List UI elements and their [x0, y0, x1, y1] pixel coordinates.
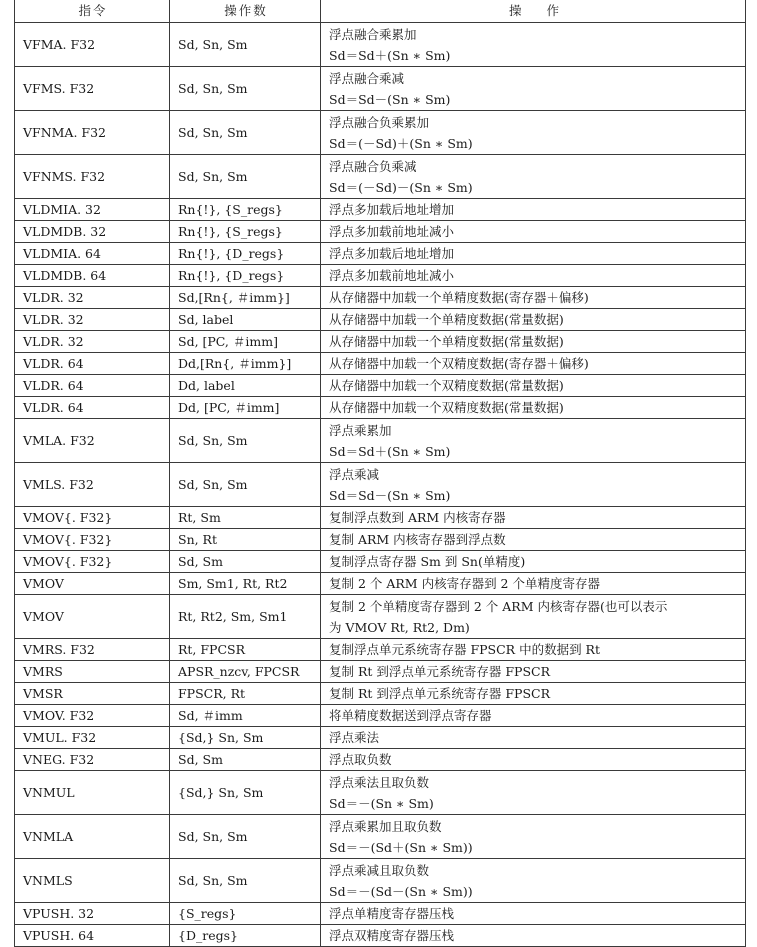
table-row — [15, 463, 746, 507]
instruction-cell: VNMLA — [15, 815, 170, 859]
instruction-cell: VNEG. F32 — [15, 749, 170, 771]
table-header — [15, 0, 746, 23]
operation-line: 从存储器中加载一个双精度数据(常量数据) — [329, 378, 564, 393]
operands-cell: Rn{!}, {S_regs} — [170, 199, 321, 221]
table-row — [15, 595, 746, 639]
operation-line: 浮点乘减 — [329, 466, 380, 482]
operands-cell: Sd, Sn, Sm — [170, 111, 321, 155]
instruction-cell: VMOV. F32 — [15, 705, 170, 727]
operation-cell — [321, 683, 746, 705]
instruction-cell: VLDR. 32 — [15, 309, 170, 331]
table-row — [15, 573, 746, 595]
operation-cell — [321, 23, 746, 67]
operation-cell — [321, 265, 746, 287]
operation-cell — [321, 727, 746, 749]
operation-line: 浮点乘累加且取负数 — [329, 818, 442, 834]
operation-line: 从存储器中加载一个单精度数据(常量数据) — [329, 334, 564, 349]
operation-line: Sd＝－(Sd－(Sn ∗ Sm)) — [329, 883, 473, 899]
operation-line: 浮点双精度寄存器压栈 — [329, 928, 455, 943]
table-row — [15, 507, 746, 529]
operation-cell — [321, 199, 746, 221]
operands-cell: Dd,[Rn{, ＃imm}] — [170, 353, 321, 375]
operation-cell — [321, 111, 746, 155]
operands-cell: Rt, Sm — [170, 507, 321, 529]
operation-line: 复制 Rt 到浮点单元系统寄存器 FPSCR — [329, 686, 550, 701]
operation-line: 复制浮点寄存器 Sm 到 Sn(单精度) — [329, 554, 526, 569]
operation-cell — [321, 639, 746, 661]
operation-cell — [321, 771, 746, 815]
table-row — [15, 155, 746, 199]
operation-cell — [321, 551, 746, 573]
table-row — [15, 749, 746, 771]
operation-line: 浮点多加载前地址减小 — [329, 268, 455, 283]
operation-cell — [321, 925, 746, 947]
operation-cell — [321, 507, 746, 529]
instruction-cell: VLDR. 64 — [15, 397, 170, 419]
instruction-cell: VFNMS. F32 — [15, 155, 170, 199]
operation-cell — [321, 221, 746, 243]
table-row — [15, 265, 746, 287]
operation-cell — [321, 903, 746, 925]
instruction-cell: VPUSH. 64 — [15, 925, 170, 947]
header-operands: 操作数 — [170, 0, 321, 23]
operation-line: 浮点融合负乘累加 — [329, 114, 430, 130]
table-row — [15, 683, 746, 705]
table-row — [15, 397, 746, 419]
instruction-cell: VFMA. F32 — [15, 23, 170, 67]
table-row — [15, 309, 746, 331]
table-row — [15, 243, 746, 265]
table-row — [15, 111, 746, 155]
operands-cell: FPSCR, Rt — [170, 683, 321, 705]
operands-cell: Sd, Sn, Sm — [170, 815, 321, 859]
operation-line: Sd＝－(Sn ∗ Sm) — [329, 795, 434, 811]
operation-line: 从存储器中加载一个双精度数据(常量数据) — [329, 400, 564, 415]
operands-cell: {Sd,} Sn, Sm — [170, 771, 321, 815]
operation-cell — [321, 309, 746, 331]
operation-cell — [321, 353, 746, 375]
instruction-cell: VMUL. F32 — [15, 727, 170, 749]
operation-cell — [321, 859, 746, 903]
operands-cell: Rt, FPCSR — [170, 639, 321, 661]
operation-line: 为 VMOV Rt, Rt2, Dm) — [329, 619, 470, 635]
operation-line: Sd＝Sd－(Sn ∗ Sm) — [329, 91, 451, 107]
operation-line: 复制浮点数到 ARM 内核寄存器 — [329, 510, 506, 525]
operation-line: 复制 2 个单精度寄存器到 2 个 ARM 内核寄存器(也可以表示 — [329, 598, 668, 614]
instruction-cell: VLDMIA. 32 — [15, 199, 170, 221]
instruction-cell: VLDMDB. 64 — [15, 265, 170, 287]
operation-cell — [321, 331, 746, 353]
operation-line: 浮点乘减且取负数 — [329, 862, 430, 878]
operands-cell: {D_regs} — [170, 925, 321, 947]
operation-line: 浮点乘法 — [329, 730, 380, 745]
operands-cell: Sm, Sm1, Rt, Rt2 — [170, 573, 321, 595]
operation-line: 浮点融合乘累加 — [329, 26, 417, 42]
operation-cell — [321, 287, 746, 309]
instruction-cell: VMOV — [15, 595, 170, 639]
operation-cell — [321, 463, 746, 507]
operands-cell: Sn, Rt — [170, 529, 321, 551]
instruction-cell: VMOV{. F32} — [15, 507, 170, 529]
operation-line: 浮点取负数 — [329, 752, 392, 767]
operands-cell: Sd, label — [170, 309, 321, 331]
instruction-cell: VLDR. 32 — [15, 331, 170, 353]
operands-cell: Sd, Sn, Sm — [170, 155, 321, 199]
instruction-cell: VMOV — [15, 573, 170, 595]
operation-cell — [321, 573, 746, 595]
table-row — [15, 287, 746, 309]
operation-line: Sd＝Sd－(Sn ∗ Sm) — [329, 487, 451, 503]
operation-line: 浮点乘法且取负数 — [329, 774, 430, 790]
operation-cell — [321, 397, 746, 419]
header-operation: 操 作 — [321, 0, 746, 23]
instruction-cell: VMRS. F32 — [15, 639, 170, 661]
operands-cell: Sd, Sn, Sm — [170, 23, 321, 67]
operation-cell — [321, 243, 746, 265]
operands-cell: Sd,[Rn{, ＃imm}] — [170, 287, 321, 309]
operands-cell: Sd, Sm — [170, 551, 321, 573]
table-row — [15, 67, 746, 111]
instruction-cell: VMRS — [15, 661, 170, 683]
instruction-cell: VNMUL — [15, 771, 170, 815]
instruction-cell: VLDR. 64 — [15, 353, 170, 375]
table-row — [15, 419, 746, 463]
instruction-cell: VFMS. F32 — [15, 67, 170, 111]
instruction-cell: VMLS. F32 — [15, 463, 170, 507]
operation-line: 浮点多加载前地址减小 — [329, 224, 455, 239]
operation-cell — [321, 595, 746, 639]
operation-line: 浮点多加载后地址增加 — [329, 202, 455, 217]
instruction-cell: VMOV{. F32} — [15, 551, 170, 573]
operation-line: 复制 Rt 到浮点单元系统寄存器 FPSCR — [329, 664, 550, 679]
operands-cell: Sd, Sn, Sm — [170, 67, 321, 111]
instruction-cell: VNMLS — [15, 859, 170, 903]
operation-line: 复制 ARM 内核寄存器到浮点数 — [329, 532, 506, 547]
operation-line: 浮点多加载后地址增加 — [329, 246, 455, 261]
table-row — [15, 859, 746, 903]
operands-cell: {Sd,} Sn, Sm — [170, 727, 321, 749]
instruction-table — [14, 0, 746, 947]
operation-cell — [321, 67, 746, 111]
operands-cell: {S_regs} — [170, 903, 321, 925]
operands-cell: Dd, [PC, ＃imm] — [170, 397, 321, 419]
operands-cell: Sd, Sn, Sm — [170, 859, 321, 903]
table-row — [15, 529, 746, 551]
operands-cell: Rn{!}, {D_regs} — [170, 243, 321, 265]
operands-cell: Rt, Rt2, Sm, Sm1 — [170, 595, 321, 639]
operation-line: 浮点单精度寄存器压栈 — [329, 906, 455, 921]
operation-line: Sd＝－(Sd＋(Sn ∗ Sm)) — [329, 839, 473, 855]
operands-cell: Sd, [PC, ＃imm] — [170, 331, 321, 353]
operation-cell — [321, 529, 746, 551]
operation-cell — [321, 419, 746, 463]
table-row — [15, 199, 746, 221]
operation-line: 将单精度数据送到浮点寄存器 — [329, 708, 492, 723]
instruction-cell: VMLA. F32 — [15, 419, 170, 463]
instruction-cell: VLDMDB. 32 — [15, 221, 170, 243]
instruction-cell: VLDMIA. 64 — [15, 243, 170, 265]
operation-cell — [321, 705, 746, 727]
operation-line: Sd＝Sd＋(Sn ∗ Sm) — [329, 47, 451, 63]
table-row — [15, 331, 746, 353]
instruction-cell: VPUSH. 32 — [15, 903, 170, 925]
operation-cell — [321, 661, 746, 683]
operands-cell: APSR_nzcv, FPCSR — [170, 661, 321, 683]
operation-line: Sd＝(－Sd)－(Sn ∗ Sm) — [329, 179, 473, 195]
instruction-cell: VFNMA. F32 — [15, 111, 170, 155]
table-row — [15, 815, 746, 859]
operation-cell — [321, 815, 746, 859]
operation-line: 复制 2 个 ARM 内核寄存器到 2 个单精度寄存器 — [329, 576, 600, 591]
header-instruction: 指令 — [15, 0, 170, 23]
operation-cell — [321, 375, 746, 397]
operation-line: Sd＝(－Sd)＋(Sn ∗ Sm) — [329, 135, 473, 151]
operation-line: 复制浮点单元系统寄存器 FPSCR 中的数据到 Rt — [329, 642, 600, 657]
operands-cell: Dd, label — [170, 375, 321, 397]
table-row — [15, 705, 746, 727]
operation-line: 从存储器中加载一个双精度数据(寄存器＋偏移) — [329, 356, 589, 371]
table-row — [15, 903, 746, 925]
operation-line: 浮点融合乘减 — [329, 70, 405, 86]
table-row — [15, 925, 746, 947]
operation-line: 浮点乘累加 — [329, 422, 392, 438]
operation-line: Sd＝Sd＋(Sn ∗ Sm) — [329, 443, 451, 459]
operands-cell: Sd, ＃imm — [170, 705, 321, 727]
instruction-cell: VMSR — [15, 683, 170, 705]
operation-line: 从存储器中加载一个单精度数据(寄存器＋偏移) — [329, 290, 589, 305]
instruction-cell: VMOV{. F32} — [15, 529, 170, 551]
operation-line: 从存储器中加载一个单精度数据(常量数据) — [329, 312, 564, 327]
table-row — [15, 727, 746, 749]
instruction-cell: VLDR. 64 — [15, 375, 170, 397]
table-row — [15, 221, 746, 243]
table-row — [15, 353, 746, 375]
operation-cell — [321, 749, 746, 771]
instruction-cell: VLDR. 32 — [15, 287, 170, 309]
table-row — [15, 771, 746, 815]
table-row — [15, 661, 746, 683]
operands-cell: Sd, Sn, Sm — [170, 419, 321, 463]
table-row — [15, 23, 746, 67]
table-row — [15, 375, 746, 397]
operands-cell: Rn{!}, {D_regs} — [170, 265, 321, 287]
operation-line: 浮点融合负乘减 — [329, 158, 417, 174]
table-row — [15, 639, 746, 661]
table-body — [15, 23, 746, 947]
operands-cell: Rn{!}, {S_regs} — [170, 221, 321, 243]
table-row — [15, 551, 746, 573]
operation-cell — [321, 155, 746, 199]
operands-cell: Sd, Sn, Sm — [170, 463, 321, 507]
operands-cell: Sd, Sm — [170, 749, 321, 771]
